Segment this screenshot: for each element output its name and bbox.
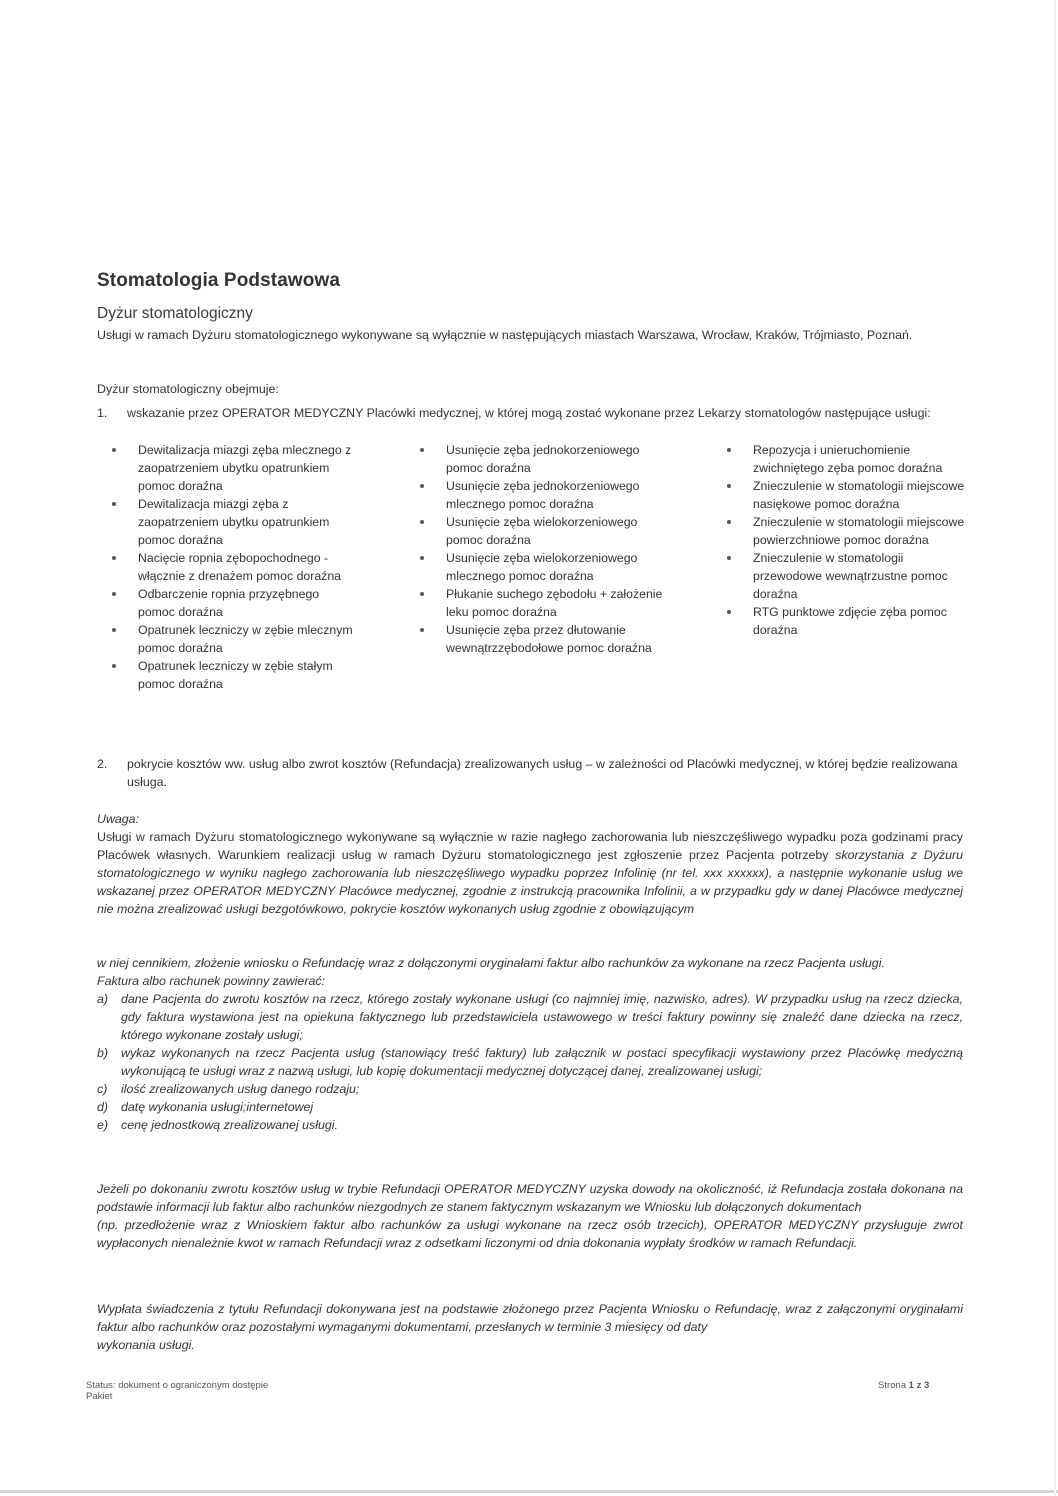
list-item: Znieczulenie w stomatologii przewodowe wewnątrzustne pomoc doraźna — [724, 549, 984, 603]
list-item: Repozycja i unieruchomienie zwichniętego zęba pomoc doraźna — [724, 441, 984, 477]
bullet-icon — [112, 448, 116, 452]
list-item: Odbarczenie ropnia przyzębnego pomoc doraźna — [109, 585, 369, 621]
services-column-3 — [724, 441, 984, 639]
list-item: Usunięcie zęba wielokorzeniowego mlecznego pomoc doraźna — [417, 549, 677, 585]
invoice-paragraph — [97, 954, 963, 990]
bullet-icon — [727, 556, 731, 560]
list-item: Płukanie suchego zębodołu + założenie leku pomoc doraźna — [417, 585, 677, 621]
list-item: Opatrunek leczniczy w zębie mlecznym pomoc doraźna — [109, 621, 369, 657]
package-label: Pakiet — [86, 1391, 113, 1402]
list-item: Znieczulenie w stomatologii miejscowe nasiękowe pomoc doraźna — [724, 477, 984, 513]
numbered-item-1 — [97, 404, 963, 422]
note-label: Uwaga: — [97, 812, 140, 826]
list-item: e) cenę jednostkową zrealizowanej usługi. — [97, 1118, 338, 1132]
list-item: Usunięcie zęba jednokorzeniowego pomoc doraźna — [417, 441, 677, 477]
list-item: Usunięcie zęba przez dłutowanie wewnątrzzębodołowe pomoc doraźna — [417, 621, 677, 657]
document-title: Stomatologia Podstawowa — [97, 270, 340, 291]
bullet-icon — [112, 502, 116, 506]
list-item: Nacięcie ropnia zębopochodnego - włącznie z drenażem pomoc doraźna — [109, 549, 369, 585]
list-item: Usunięcie zęba wielokorzeniowego pomoc doraźna — [417, 513, 677, 549]
list-item: a) dane Pacjenta do zwrotu kosztów na rzecz, którego zostały wykonane usługi (co najmniej imię, nazwisko, adres). W przypadku usług na rzecz dziecka, gdy faktura wystawiona jest na opiekuna faktycznego lub przedstawiciela ustawowego w treści faktury powinny się znaleźć dane dziecka na rzecz, którego wykonane zostały usługi; — [97, 992, 963, 1042]
bullet-icon — [727, 448, 731, 452]
list-item: Dewitalizacja miazgi zęba mlecznego z zaopatrzeniem ubytku opatrunkiem pomoc doraźna — [109, 441, 369, 495]
services-column-2 — [417, 441, 677, 657]
list-item: Znieczulenie w stomatologii miejscowe powierzchniowe pomoc doraźna — [724, 513, 984, 549]
refund-recovery-paragraph: Jeżeli po dokonaniu zwrotu kosztów usług w trybie Refundacji OPERATOR MEDYCZNY uzyska dowody na okoliczność, iż Refundacja została dokonana na podstawie informacji lub faktur albo rachunków niezgodnych ze stanem faktycznym wskazanym we Wniosku lub dołączonych dokumentach (np. przedłożenie wraz z Wnioskiem faktur albo rachunków za usługi wykonane na rzecz osób trzecich), OPERATOR MEDYCZNY przysługuje zwrot wypłaconych nienależnie kwot w ramach Refundacji wraz z odsetkami liczonymi od dnia dokonania wypłaty środków w ramach Refundacji. — [97, 1182, 963, 1250]
invoice-requirements-list — [97, 990, 963, 1134]
services-column-1 — [109, 441, 369, 693]
list-item: Opatrunek leczniczy w zębie stałym pomoc doraźna — [109, 657, 369, 693]
note-paragraph — [97, 828, 963, 918]
list-item: RTG punktowe zdjęcie zęba pomoc doraźna — [724, 603, 984, 639]
includes-label: Dyżur stomatologiczny obejmuje: — [97, 382, 279, 396]
bullet-icon — [420, 592, 424, 596]
list-item: c) ilość zrealizowanych usług danego rodzaju; — [97, 1082, 360, 1096]
note-text-italic: skorzystania z Dyżuru stomatologicznego w wyniku nagłego zachorowania lub nieszczęśliwego wypadku poprzez Infolinię (nr tel. xxx xxxxxx), a następnie wykonanie usług we wskazanej przez OPERATOR MEDYCZNY Placówce medycznej, zgodnie z instrukcją pracownika Infolinii, a w przypadku gdy w danej Placówce medycznej nie można zrealizować usługi bezgotówkowo, pokrycie kosztów wykonanych usług zgodnie z obowiązującym — [97, 848, 963, 916]
list-item: Dewitalizacja miazgi zęba z zaopatrzeniem ubytku opatrunkiem pomoc doraźna — [109, 495, 369, 549]
bullet-icon — [112, 664, 116, 668]
bullet-icon — [727, 484, 731, 488]
bullet-icon — [420, 484, 424, 488]
list-item: b) wykaz wykonanych na rzecz Pacjenta usług (stanowiący treść faktury) lub załącznik w postaci specyfikacji wystawiony przez Placówkę medyczną wykonującą te usługi wraz z nazwą usługi, lub kopię dokumentacji medycznej dotyczącej danej, zrealizowanej usługi; — [97, 1046, 963, 1078]
list-item: Usunięcie zęba jednokorzeniowego mlecznego pomoc doraźna — [417, 477, 677, 513]
scan-border-right — [1054, 0, 1056, 1496]
bullet-icon — [420, 520, 424, 524]
bullet-icon — [112, 592, 116, 596]
invoice-label: Faktura albo rachunek powinny zawierać: — [97, 974, 325, 988]
bullet-icon — [420, 628, 424, 632]
list-item: d) datę wykonania usługi;internetowej — [97, 1100, 314, 1114]
status-text: Status: dokument o ograniczonym dostępie — [86, 1380, 269, 1391]
payment-paragraph: Wypłata świadczenia z tytułu Refundacji dokonywana jest na podstawie złożonego przez Pacjenta Wniosku o Refundację, wraz z załączonymi oryginałami faktur albo rachunków oraz pozostałymi wymaganymi dokumentami, przesłanych w terminie 3 miesięcy od daty wykonania usługi. — [97, 1302, 963, 1352]
footer-status — [86, 1380, 268, 1402]
note-text: Usługi w ramach Dyżuru stomatologicznego wykonywane są wyłącznie w razie nagłego zachorowania lub nieszczęśliwego wypadku poza godzinami pracy Placówek własnych. Warunkiem realizacji usług w ramach Dyżuru stomatologicznego jest zgłoszenie przez Pacjenta potrzeby — [97, 830, 963, 862]
item-number: 2. — [97, 757, 108, 771]
numbered-item-2 — [97, 755, 963, 791]
item-text: pokrycie kosztów ww. usług albo zwrot kosztów (Refundacja) zrealizowanych usług – w zależności od Placówki medycznej, w której będzie realizowana usługa. — [127, 757, 958, 789]
item-text: wskazanie przez OPERATOR MEDYCZNY Placówki medycznej, w której mogą zostać wykonane przez Lekarzy stomatologów następujące usługi: — [127, 406, 931, 420]
bullet-icon — [420, 448, 424, 452]
intro-paragraph: Usługi w ramach Dyżuru stomatologicznego wykonywane są wyłącznie w następujących miastach Warszawa, Wrocław, Kraków, Trójmiasto, Poznań. — [97, 328, 913, 342]
price-list-line: w niej cennikiem, złożenie wniosku o Refundację wraz z dołączonymi oryginałami faktur albo rachunków za wykonane na rzecz Pacjenta usługi. — [97, 956, 885, 970]
section-title: Dyżur stomatologiczny — [97, 305, 253, 322]
page-number: Strona 1 z 3 — [878, 1380, 930, 1391]
bullet-icon — [112, 628, 116, 632]
bullet-icon — [727, 610, 731, 614]
item-number: 1. — [97, 406, 108, 420]
bullet-icon — [727, 520, 731, 524]
scan-border-bottom — [0, 1490, 1058, 1493]
bullet-icon — [112, 556, 116, 560]
bullet-icon — [420, 556, 424, 560]
